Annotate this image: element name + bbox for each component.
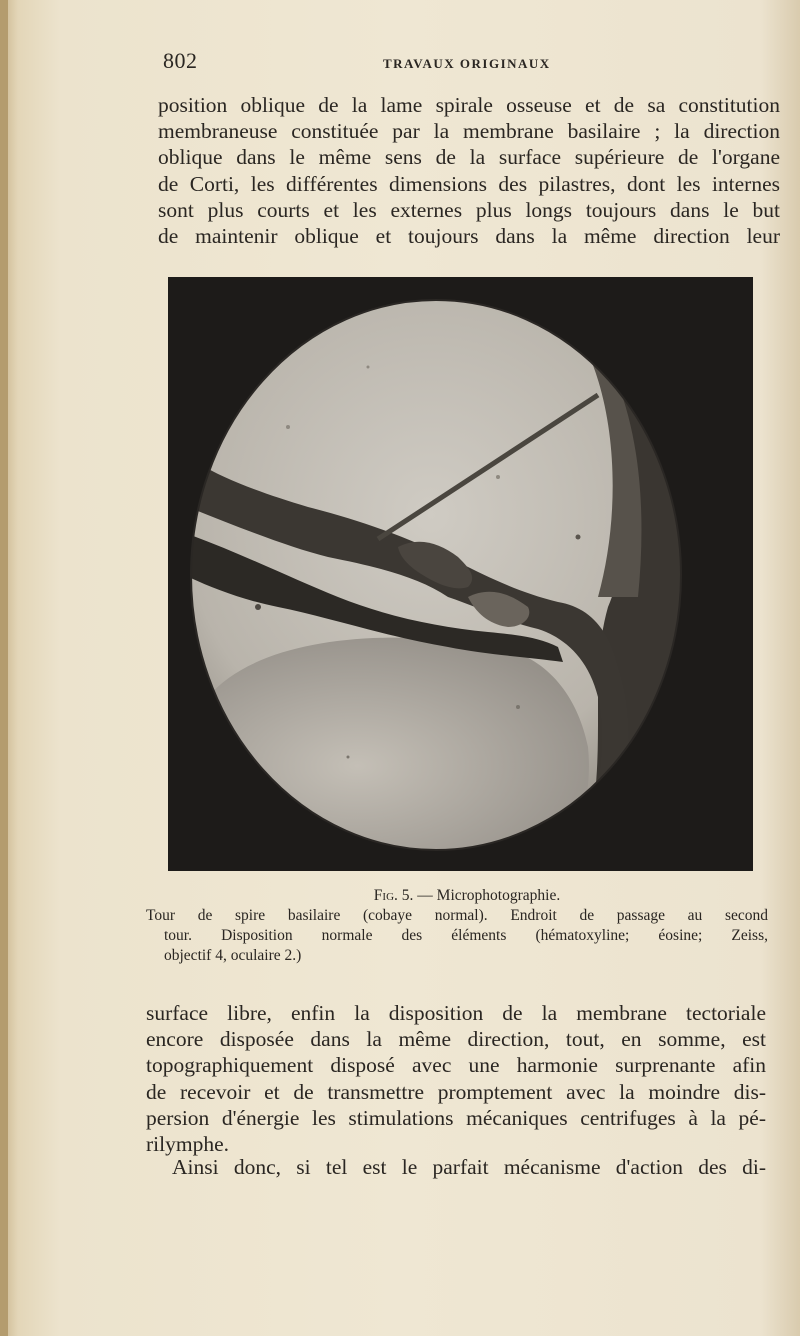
page-header — [163, 48, 778, 78]
caption-line: tour. Disposition normale des éléments (hématoxyline; éosine; Zeiss, — [164, 927, 768, 944]
body-paragraph-top — [158, 92, 780, 249]
page-binding-edge — [0, 0, 8, 1336]
body-paragraph-next — [172, 1154, 766, 1180]
text-line: de recevoir et de transmettre promptement avec la moindre dis- — [146, 1079, 766, 1104]
text-line: topographiquement disposé avec une harmonie surprenante afin — [146, 1053, 766, 1078]
page-number: 802 — [163, 48, 198, 73]
body-paragraph-bottom — [146, 1000, 766, 1157]
figure-caption — [146, 886, 768, 966]
figure-title-text: — Microphotographie. — [417, 887, 561, 904]
text-line: encore disposée dans la même direction, tout, en somme, est — [146, 1027, 766, 1052]
text-line: persion d'énergie les stimulations mécaniques centrifuges à la pé- — [146, 1105, 766, 1130]
text-line: de maintenir oblique et toujours dans la même direction leur — [158, 224, 780, 249]
text-line: Ainsi donc, si tel est le parfait mécanisme d'action des di- — [172, 1155, 766, 1179]
text-line: surface libre, enfin la disposition de la membrane tectoriale — [146, 1001, 766, 1025]
text-line: oblique dans le même sens de la surface supérieure de l'organe — [158, 145, 780, 170]
microphotograph-image — [168, 277, 753, 871]
text-line: position oblique de la lame spirale osseuse et de sa constitution — [158, 93, 780, 117]
text-line: de Corti, les différentes dimensions des pilastres, dont les internes — [158, 171, 780, 196]
microphotograph-figure — [168, 277, 753, 871]
caption-line: objectif 4, oculaire 2.) — [164, 947, 302, 964]
caption-title — [146, 886, 768, 906]
text-line: rilymphe. — [146, 1132, 229, 1157]
running-title: TRAVAUX ORIGINAUX — [383, 56, 551, 71]
text-line: sont plus courts et les externes plus longs toujours dans le but — [158, 197, 780, 222]
text-line: membraneuse constituée par la membrane basilaire ; la direction — [158, 119, 780, 144]
figure-label: Fig. 5. — [373, 887, 414, 904]
caption-line: Tour de spire basilaire (cobaye normal). Endroit de passage au second — [146, 907, 768, 924]
